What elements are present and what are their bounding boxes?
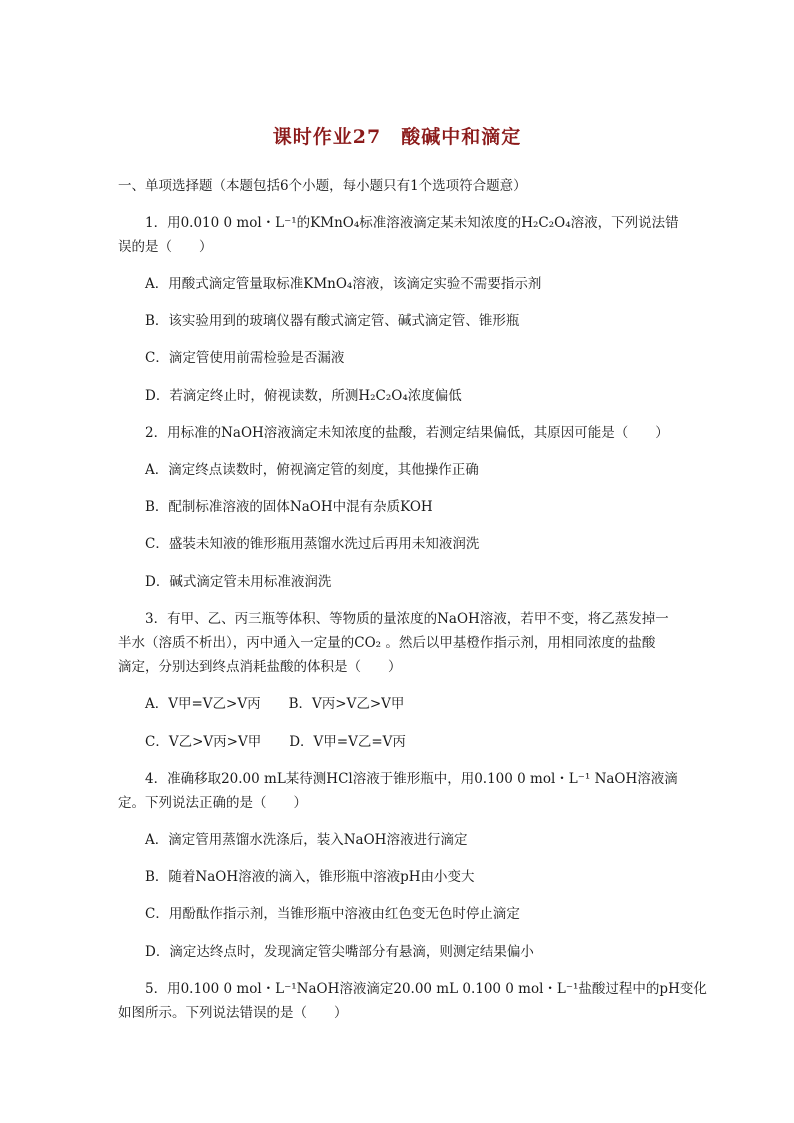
question-2-option-d: D．碱式滴定管未用标准液润洗 [145,574,332,590]
page-title: 课时作业27 酸碱中和滴定 [272,126,522,148]
question-4-stem-line-1: 4．准确移取20.00 mL某待测HCl溶液于锥形瓶中，用0.100 0 mol・L⁻¹ NaOH溶液滴 [145,771,678,787]
question-1-stem-line-1: 1．用0.010 0 mol・L⁻¹的KMnO₄标准溶液滴定某未知浓度的H₂C₂O₄溶液，下列说法错 [145,215,679,231]
question-3-option-a: A．V甲=V乙>V丙 [145,696,261,712]
question-4-option-c: C．用酚酞作指示剂，当锥形瓶中溶液由红色变无色时停止滴定 [145,906,520,922]
question-4-stem-line-2: 定。下列说法正确的是（ ） [118,795,307,811]
question-2-option-a: A．滴定终点读数时，俯视滴定管的刻度，其他操作正确 [145,462,479,478]
question-2-stem: 2．用标准的NaOH溶液滴定未知浓度的盐酸，若测定结果偏低，其原因可能是（ ） [145,425,669,441]
question-1-option-a: A．用酸式滴定管量取标准KMnO₄溶液，该滴定实验不需要指示剂 [145,276,542,292]
question-3-stem-line-3: 滴定，分别达到终点消耗盐酸的体积是（ ） [118,659,402,675]
question-1-option-d: D．若滴定终止时，俯视读数，所测H₂C₂O₄浓度偏低 [145,388,462,404]
question-1-stem-line-2: 误的是（ ） [118,239,213,255]
question-2-option-b: B．配制标准溶液的固体NaOH中混有杂质KOH [145,499,433,515]
question-2-option-c: C．盛装未知液的锥形瓶用蒸馏水洗过后再用未知液润洗 [145,536,480,552]
question-3-option-b: B．V丙>V乙>V甲 [288,696,405,712]
section-heading: 一、单项选择题（本题包括6个小题，每小题只有1个选项符合题意） [118,178,527,194]
question-5-stem-line-2: 如图所示。下列说法错误的是（ ） [118,1005,348,1021]
question-3-option-d: D．V甲=V乙=V丙 [289,734,406,750]
question-1-option-c: C．滴定管使用前需检验是否漏液 [145,350,345,366]
question-3-options-row-1 [145,693,685,715]
question-3-option-c: C．V乙>V丙>V甲 [145,734,262,750]
question-4-option-a: A．滴定管用蒸馏水洗涤后，装入NaOH溶液进行滴定 [145,832,468,848]
question-1-option-b: B．该实验用到的玻璃仪器有酸式滴定管、碱式滴定管、锥形瓶 [145,313,520,329]
question-5-stem-line-1: 5．用0.100 0 mol・L⁻¹NaOH溶液滴定20.00 mL 0.100 0 mol・L⁻¹盐酸过程中的pH变化 [145,981,707,997]
question-4-option-b: B．随着NaOH溶液的滴入，锥形瓶中溶液pH由小变大 [145,869,475,885]
question-3-options-row-2 [145,731,685,753]
question-3-stem-line-1: 3．有甲、乙、丙三瓶等体积、等物质的量浓度的NaOH溶液，若甲不变，将乙蒸发掉一 [145,611,669,627]
question-4-option-d: D．滴定达终点时，发现滴定管尖嘴部分有悬滴，则测定结果偏小 [145,944,534,960]
question-3-stem-line-2: 半水（溶质不析出），丙中通入一定量的CO₂ 。然后以甲基橙作指示剂，用相同浓度的盐酸 [118,635,656,651]
